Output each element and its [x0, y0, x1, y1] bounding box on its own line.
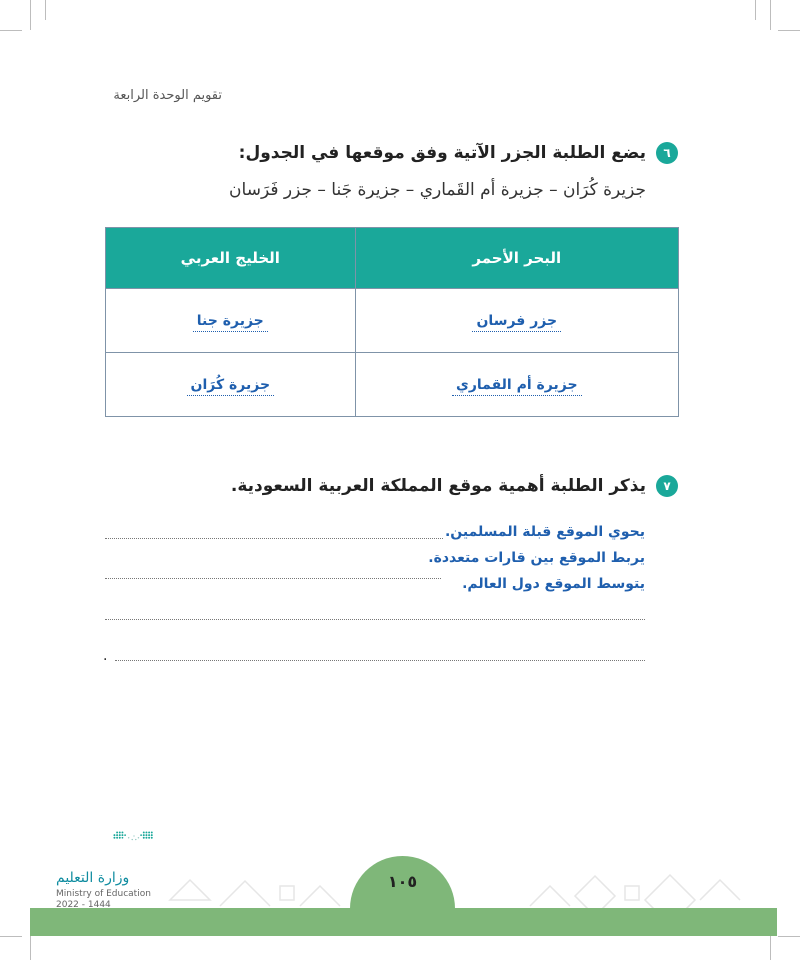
question-6-number: ٦ [656, 142, 678, 164]
table-row [106, 289, 679, 353]
writing-line [105, 578, 441, 579]
writing-line [115, 660, 645, 661]
table-cell [355, 353, 678, 417]
table-row [106, 353, 679, 417]
crop-mark [778, 30, 800, 31]
crop-mark [770, 936, 771, 960]
cell-answer: جزر فرسان [472, 313, 561, 332]
question-7-prompt: يذكر الطلبة أهمية موقع المملكة العربية السعودية. [230, 476, 646, 496]
question-7-number: ٧ [656, 475, 678, 497]
unit-review-title: تقويم الوحدة الرابعة [113, 88, 222, 103]
question-7 [231, 475, 678, 497]
ministry-name-arabic: وزارة التعليم [56, 870, 130, 886]
question-6-prompt: يضع الطلبة الجزر الآتية وفق موقعها في الجدول: [238, 143, 646, 163]
islands-table [105, 227, 679, 417]
writing-line [105, 619, 645, 620]
header-red-sea: البحر الأحمر [355, 228, 678, 289]
table-cell [106, 353, 356, 417]
crop-mark [0, 30, 22, 31]
cell-answer: جزيرة جنا [193, 313, 268, 332]
table-cell [106, 289, 356, 353]
page-number: ١٠٥ [387, 872, 418, 891]
end-mark: . [103, 648, 108, 664]
writing-line [105, 538, 443, 539]
cell-answer: جزيرة كُرَان [187, 377, 275, 396]
edition-year: 2022 - 1444 [56, 900, 111, 910]
answers-list [428, 519, 645, 597]
crop-mark [30, 0, 31, 30]
islands-list: جزيرة كُرَان – جزيرة أم القَماري – جزيرة جَنا – جزر فَرَسان [229, 180, 646, 200]
answer-line: يتوسط الموقع دول العالم. [462, 576, 645, 592]
answer-line: يربط الموقع بين قارات متعددة. [428, 550, 645, 566]
ministry-name-english: Ministry of Education [56, 889, 151, 899]
table-header-row [106, 228, 679, 289]
header-arabian-gulf: الخليج العربي [106, 228, 356, 289]
cell-answer: جزيرة أم القماري [452, 377, 582, 396]
crop-mark [0, 936, 22, 937]
question-6 [239, 142, 678, 164]
crop-mark [755, 0, 756, 20]
vision-dots-logo-icon [56, 828, 196, 868]
crop-mark [45, 0, 46, 20]
crop-mark [30, 936, 31, 960]
crop-mark [770, 0, 771, 30]
crop-mark [778, 936, 800, 937]
answer-line: يحوي الموقع قبلة المسلمين. [444, 524, 645, 540]
table-cell [355, 289, 678, 353]
